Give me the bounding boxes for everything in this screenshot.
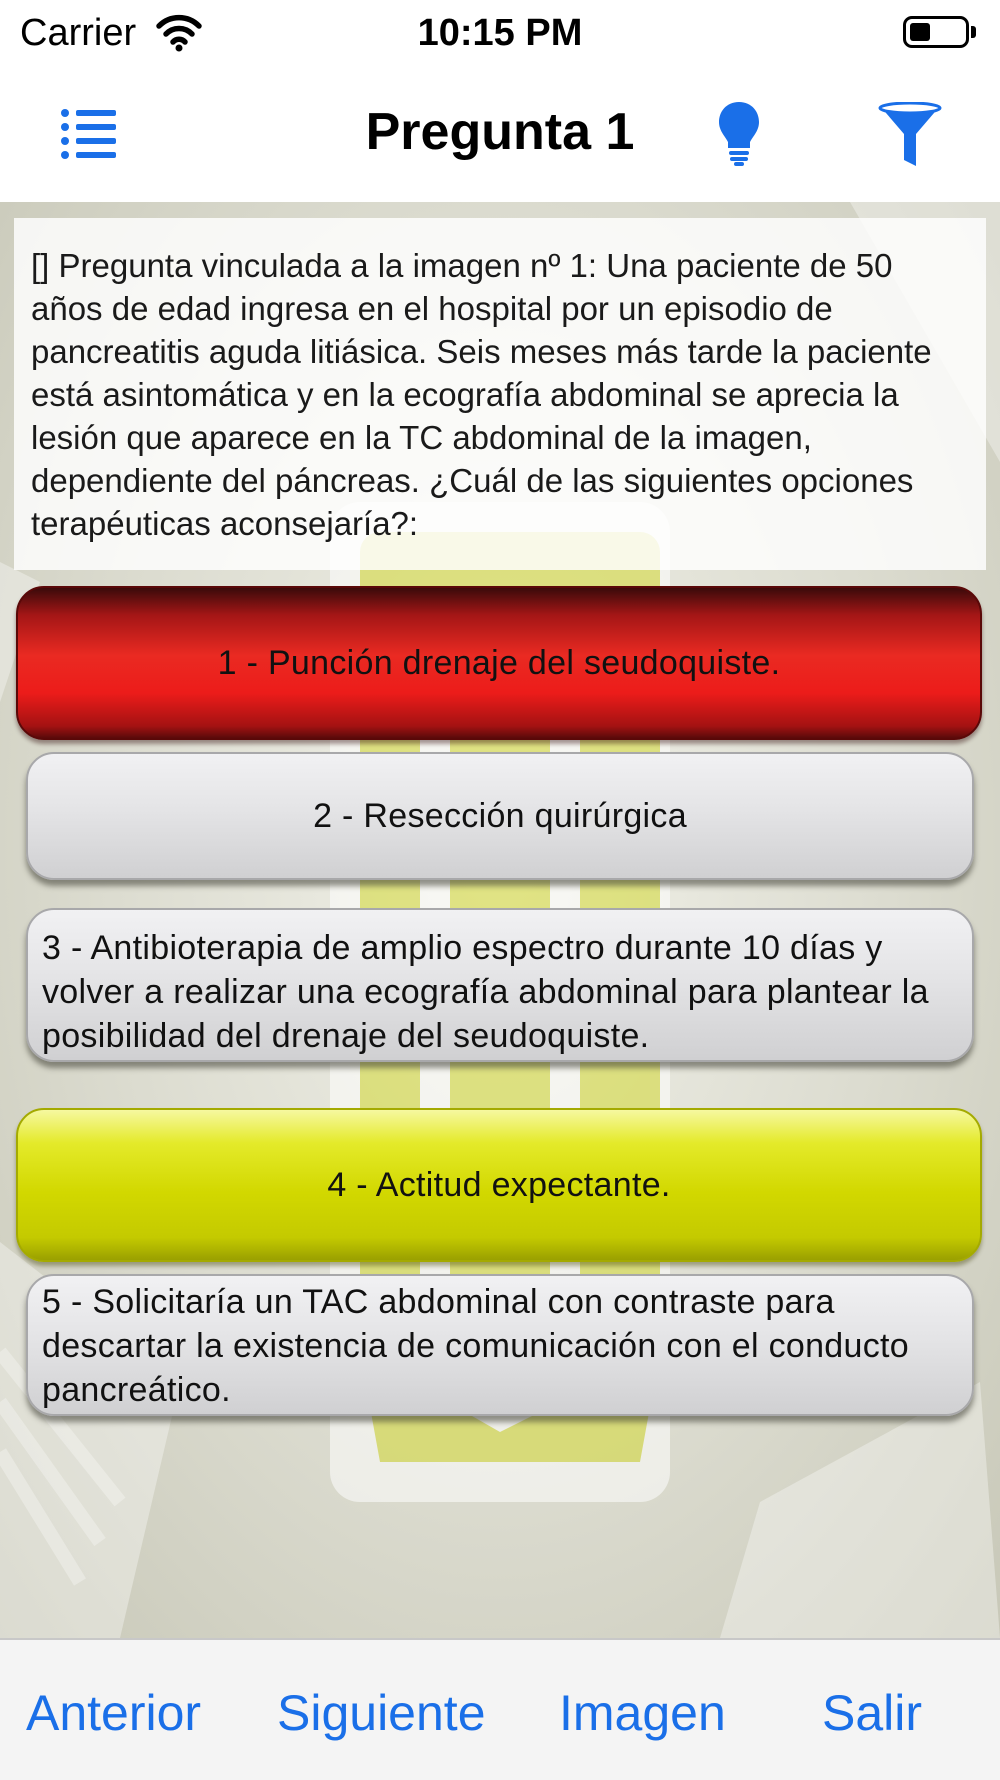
answer-option-2[interactable]: [26, 752, 974, 880]
image-button[interactable]: Imagen: [559, 1685, 726, 1741]
navigation-bar: [0, 70, 1000, 204]
page-title: Pregunta 1: [365, 103, 635, 161]
answer-label: 5 - Solicitaría un TAC abdominal con contraste para descartar la existencia de comunicación con el conducto pancreático.: [42, 1283, 909, 1409]
answer-label: 2 - Resección quirúrgica: [313, 797, 687, 835]
answer-option-3[interactable]: [26, 908, 974, 1062]
filter-icon[interactable]: [878, 102, 942, 168]
answer-option-1[interactable]: [16, 586, 982, 740]
question-content: [0, 202, 1000, 1638]
answer-option-4[interactable]: [16, 1108, 982, 1262]
question-text: [] Pregunta vinculada a la imagen nº 1: Una paciente de 50 años de edad ingresa en el hospital por un episodio de pancreatitis aguda litiásica. Seis meses más tarde la paciente está asintomática y en la ecografía abdominal se aprecia la lesión que aparece en la TC abdominal de la imagen, dependiente del páncreas. ¿Cuál de las siguientes opciones terapéuticas aconsejaría?:: [31, 247, 932, 542]
status-bar: [0, 0, 1000, 70]
clock: 10:15 PM: [417, 12, 583, 54]
carrier-label: Carrier: [20, 12, 137, 54]
battery-icon: [903, 16, 969, 48]
answer-label: 4 - Actitud expectante.: [327, 1166, 671, 1204]
next-button[interactable]: Siguiente: [277, 1685, 486, 1741]
battery-nub: [971, 26, 976, 38]
bottom-toolbar: [0, 1638, 1000, 1780]
previous-button[interactable]: Anterior: [26, 1685, 202, 1741]
answer-label: 1 - Punción drenaje del seudoquiste.: [217, 644, 781, 682]
lightbulb-icon[interactable]: [717, 100, 761, 166]
exit-button[interactable]: Salir: [822, 1685, 923, 1741]
question-box: [14, 218, 986, 570]
answer-option-5[interactable]: [26, 1274, 974, 1416]
answer-label: 3 - Antibioterapia de amplio espectro durante 10 días y volver a realizar una ecografía abdominal para plantear la posibilidad del drenaje del seudoquiste.: [42, 929, 929, 1055]
